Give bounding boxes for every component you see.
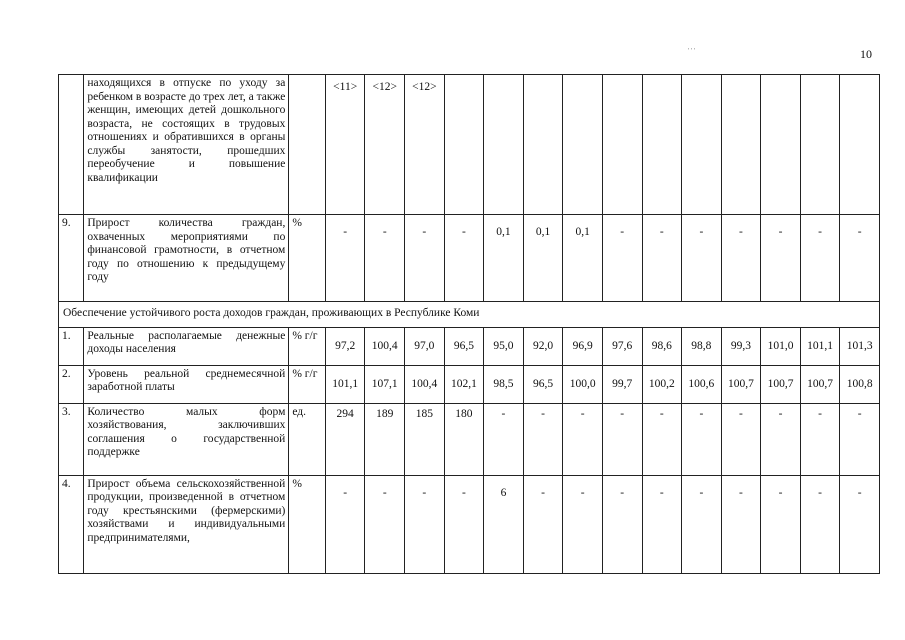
value-cell: 180 — [444, 403, 484, 475]
value-cell: 101,1 — [800, 327, 840, 365]
value-cell: 189 — [365, 403, 405, 475]
section-row — [59, 302, 880, 328]
value-cell: - — [840, 475, 880, 573]
row-number: 9. — [59, 215, 84, 302]
value-cell — [444, 75, 484, 215]
value-cell — [800, 75, 840, 215]
value-cell: - — [642, 475, 682, 573]
unit-cell — [289, 75, 326, 215]
value-cell: 96,5 — [444, 327, 484, 365]
value-cell: <12> — [365, 75, 405, 215]
value-cell: - — [800, 403, 840, 475]
value-cell: - — [761, 215, 801, 302]
table-row — [59, 75, 880, 215]
value-cell: 99,7 — [602, 365, 642, 403]
value-cell: 100,2 — [642, 365, 682, 403]
value-cell — [840, 75, 880, 215]
table-row — [59, 327, 880, 365]
row-number: 1. — [59, 327, 84, 365]
value-cell: - — [444, 215, 484, 302]
value-cell: - — [325, 475, 365, 573]
unit-cell: % г/г — [289, 365, 326, 403]
value-cell: - — [840, 215, 880, 302]
value-cell — [682, 75, 722, 215]
value-cell: 294 — [325, 403, 365, 475]
value-cell: 98,6 — [642, 327, 682, 365]
value-cell: - — [761, 475, 801, 573]
value-cell: 97,0 — [405, 327, 445, 365]
indicator-description: Уровень реальной среднемесячной заработной платы — [84, 365, 289, 403]
value-cell: 101,1 — [325, 365, 365, 403]
value-cell: 99,3 — [721, 327, 761, 365]
value-cell: 98,5 — [484, 365, 524, 403]
value-cell: - — [405, 215, 445, 302]
value-cell — [563, 75, 603, 215]
value-cell: - — [444, 475, 484, 573]
value-cell — [642, 75, 682, 215]
value-cell: 100,4 — [405, 365, 445, 403]
unit-cell: ед. — [289, 403, 326, 475]
table-row — [59, 215, 880, 302]
value-cell: - — [602, 475, 642, 573]
value-cell — [721, 75, 761, 215]
value-cell: - — [325, 215, 365, 302]
value-cell: 101,3 — [840, 327, 880, 365]
indicator-description: Количество малых форм хозяйствования, заключивших соглашения о государственной поддержке — [84, 403, 289, 475]
value-cell: - — [840, 403, 880, 475]
unit-cell: % — [289, 475, 326, 573]
value-cell: - — [761, 403, 801, 475]
unit-cell: % г/г — [289, 327, 326, 365]
value-cell: - — [563, 475, 603, 573]
value-cell: - — [682, 475, 722, 573]
value-cell: 97,2 — [325, 327, 365, 365]
value-cell — [523, 75, 563, 215]
page-number: 10 — [860, 47, 872, 61]
value-cell: 0,1 — [484, 215, 524, 302]
value-cell: 100,4 — [365, 327, 405, 365]
value-cell: - — [365, 215, 405, 302]
value-cell: - — [721, 403, 761, 475]
value-cell: 102,1 — [444, 365, 484, 403]
value-cell: 0,1 — [523, 215, 563, 302]
indicator-description: Реальные располагаемые денежные доходы населения — [84, 327, 289, 365]
value-cell: 6 — [484, 475, 524, 573]
value-cell: - — [800, 215, 840, 302]
value-cell: 100,7 — [721, 365, 761, 403]
table-row — [59, 365, 880, 403]
value-cell: <11> — [325, 75, 365, 215]
value-cell: - — [563, 403, 603, 475]
indicator-description: Прирост объема сельскохозяйственной продукции, произведенной в отчетном году крестьянскими (фермерскими) хозяйствами и индивидуальными предпринимателями, — [84, 475, 289, 573]
table-row — [59, 475, 880, 573]
value-cell: 100,7 — [761, 365, 801, 403]
value-cell: - — [523, 475, 563, 573]
value-cell: - — [682, 215, 722, 302]
indicator-description: Прирост количества граждан, охваченных мероприятиями по финансовой грамотности, в отчетном году по отношению к предыдущему году — [84, 215, 289, 302]
indicator-description: находящихся в отпуске по уходу за ребенком в возрасте до трех лет, а также женщин, имеющих детей дошкольного возраста, не состоящих в трудовых отношениях и обратившихся в органы службы занятости, прошедших переобучение и повышение квалификации — [84, 75, 289, 215]
value-cell: - — [642, 215, 682, 302]
row-number: 2. — [59, 365, 84, 403]
value-cell: 96,9 — [563, 327, 603, 365]
value-cell: 98,8 — [682, 327, 722, 365]
value-cell: 97,6 — [602, 327, 642, 365]
value-cell — [761, 75, 801, 215]
value-cell: - — [484, 403, 524, 475]
value-cell — [602, 75, 642, 215]
value-cell: - — [800, 475, 840, 573]
value-cell: - — [602, 403, 642, 475]
value-cell: - — [682, 403, 722, 475]
value-cell: <12> — [405, 75, 445, 215]
value-cell: 185 — [405, 403, 445, 475]
value-cell: - — [405, 475, 445, 573]
value-cell: - — [365, 475, 405, 573]
value-cell: - — [721, 475, 761, 573]
value-cell: 100,8 — [840, 365, 880, 403]
value-cell: 101,0 — [761, 327, 801, 365]
value-cell — [484, 75, 524, 215]
value-cell: 0,1 — [563, 215, 603, 302]
value-cell: 92,0 — [523, 327, 563, 365]
value-cell: - — [642, 403, 682, 475]
unit-cell: % — [289, 215, 326, 302]
value-cell: 100,7 — [800, 365, 840, 403]
row-number: 3. — [59, 403, 84, 475]
value-cell: - — [523, 403, 563, 475]
value-cell: 95,0 — [484, 327, 524, 365]
indicators-table — [58, 74, 880, 574]
section-title: Обеспечение устойчивого роста доходов граждан, проживающих в Республике Коми — [59, 302, 880, 328]
value-cell: - — [721, 215, 761, 302]
table-row — [59, 403, 880, 475]
value-cell: 100,6 — [682, 365, 722, 403]
value-cell: 107,1 — [365, 365, 405, 403]
value-cell: 96,5 — [523, 365, 563, 403]
scan-mark: ' ' ' — [688, 47, 696, 55]
value-cell: 100,0 — [563, 365, 603, 403]
row-number: 4. — [59, 475, 84, 573]
value-cell: - — [602, 215, 642, 302]
row-number — [59, 75, 84, 215]
